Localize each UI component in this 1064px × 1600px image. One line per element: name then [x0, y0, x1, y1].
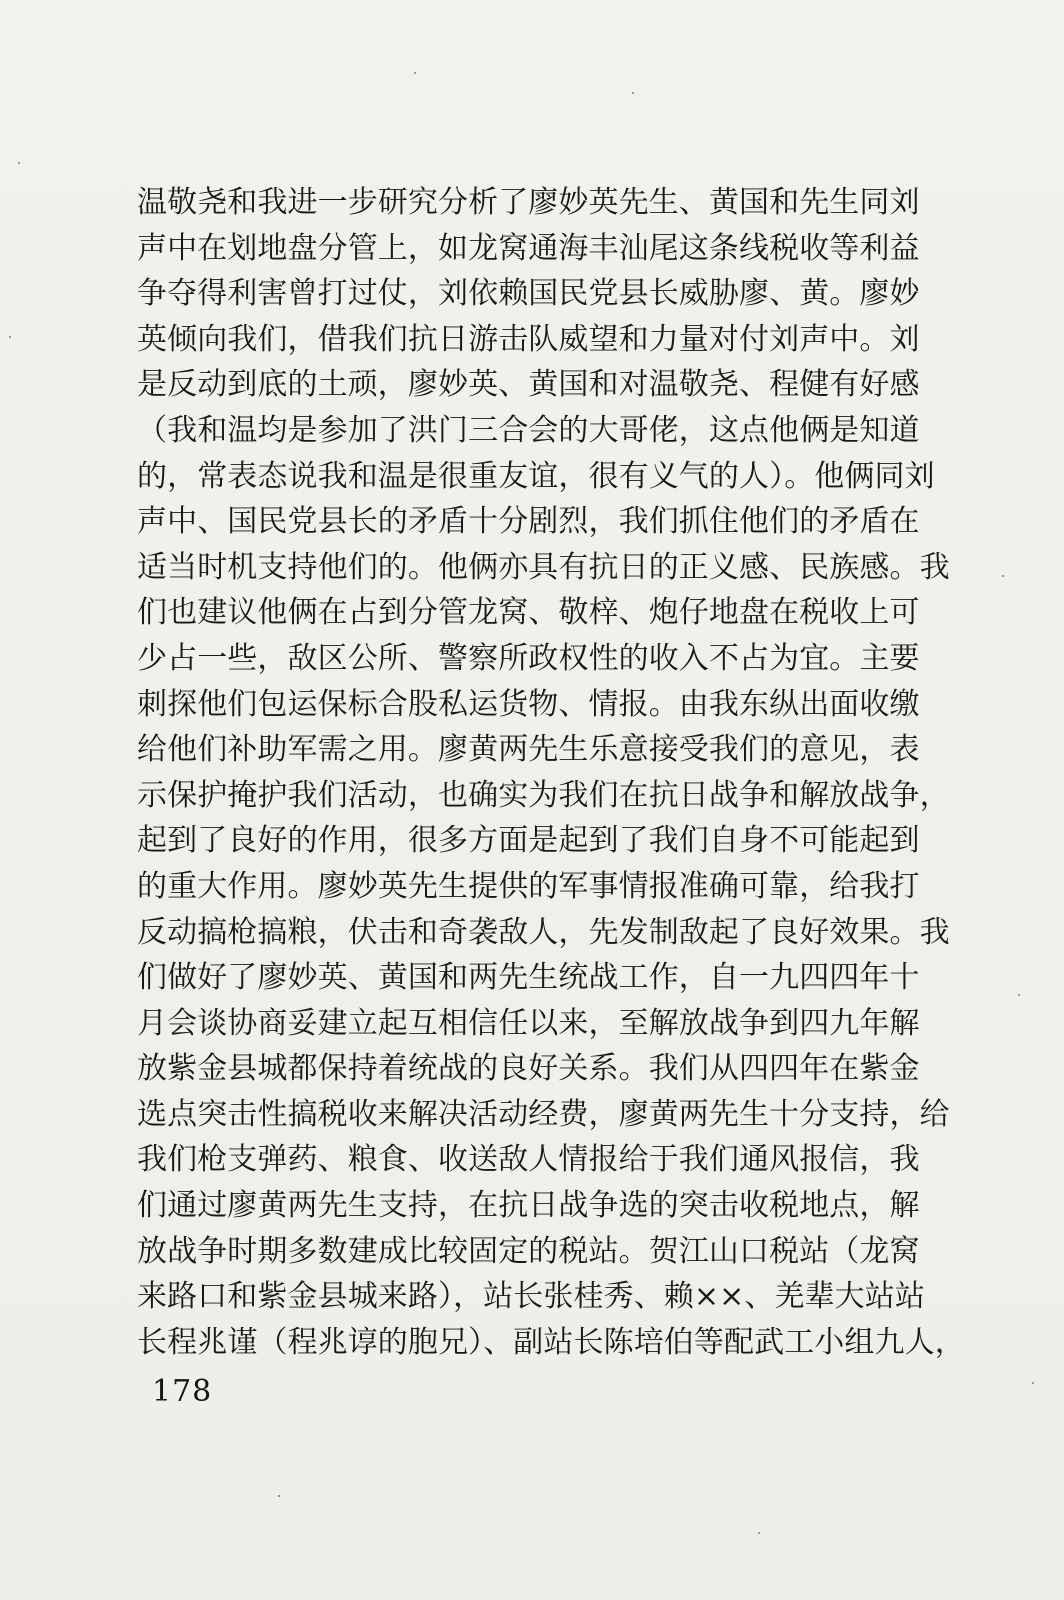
scan-speck — [758, 1532, 760, 1534]
text-line: 英倾向我们，借我们抗日游击队威望和力量对付刘声中。刘 — [137, 321, 920, 357]
scan-speck — [1032, 1382, 1034, 1384]
text-line: 争夺得利害曾打过仗，刘依赖国民党县长威胁廖、黄。廖妙 — [137, 276, 920, 312]
text-line: 我们枪支弹药、粮食、收送敌人情报给于我们通风报信，我 — [137, 1142, 920, 1178]
text-line: 们通过廖黄两先生支持，在抗日战争选的突击收税地点，解 — [137, 1188, 920, 1224]
body-text — [137, 180, 965, 1365]
text-line: 长程兆谨（程兆谆的胞兄）、副站长陈培伯等配武工小组九人， — [137, 1324, 965, 1360]
text-line: 适当时机支持他们的。他俩亦具有抗日的正义感、民族感。我 — [137, 549, 950, 585]
scan-speck — [18, 162, 20, 164]
text-line: 反动搞枪搞粮，伏击和奇袭敌人，先发制敌起了良好效果。我 — [137, 914, 950, 950]
scan-speck — [9, 336, 11, 338]
text-line: 示保护掩护我们活动，也确实为我们在抗日战争和解放战争， — [137, 777, 950, 813]
scan-speck — [1018, 994, 1020, 996]
text-line: 刺探他们包运保标合股私运货物、情报。由我东纵出面收缴 — [137, 686, 920, 722]
scan-speck — [632, 92, 634, 94]
text-line: 是反动到底的土顽，廖妙英、黄国和对温敬尧、程健有好感 — [137, 367, 920, 403]
text-line: 们也建议他俩在占到分管龙窝、敬梓、炮仔地盘在税收上可 — [137, 595, 920, 631]
text-line: 来路口和紫金县城来路），站长张桂秀、赖××、羌辈大站站 — [137, 1279, 925, 1315]
text-line: 起到了良好的作用，很多方面是起到了我们自身不可能起到 — [137, 823, 920, 859]
text-line: （我和温均是参加了洪门三合会的大哥佬，这点他俩是知道 — [137, 412, 920, 448]
text-line: 放战争时期多数建成比较固定的税站。贺江山口税站（龙窝 — [137, 1233, 920, 1269]
text-line: 温敬尧和我进一步研究分析了廖妙英先生、黄国和先生同刘 — [137, 185, 920, 220]
text-line: 的，常表态说我和温是很重友谊，很有义气的人）。他俩同刘 — [137, 458, 935, 494]
scan-speck — [278, 1495, 280, 1497]
text-line: 给他们补助军需之用。廖黄两先生乐意接受我们的意见，表 — [137, 732, 920, 768]
scan-speck — [414, 72, 416, 74]
text-line: 少占一些，敌区公所、警察所政权性的收入不占为宜。主要 — [137, 640, 920, 676]
page-number: 178 — [152, 1374, 213, 1409]
text-line: 们做好了廖妙英、黄国和两先生统战工作，自一九四四年十 — [137, 960, 920, 996]
text-line: 选点突击性搞税收来解决活动经费，廖黄两先生十分支持，给 — [137, 1096, 950, 1132]
text-line: 放紫金县城都保持着统战的良好关系。我们从四四年在紫金 — [137, 1051, 920, 1087]
text-line: 月会谈协商妥建立起互相信任以来，至解放战争到四九年解 — [137, 1005, 920, 1041]
text-line: 声中、国民党县长的矛盾十分剧烈，我们抓住他们的矛盾在 — [137, 504, 920, 540]
scan-speck — [1002, 575, 1004, 577]
text-line: 声中在划地盘分管上，如龙窝通海丰汕尾这条线税收等利益 — [137, 230, 920, 266]
text-line: 的重大作用。廖妙英先生提供的军事情报准确可靠，给我打 — [137, 868, 920, 904]
